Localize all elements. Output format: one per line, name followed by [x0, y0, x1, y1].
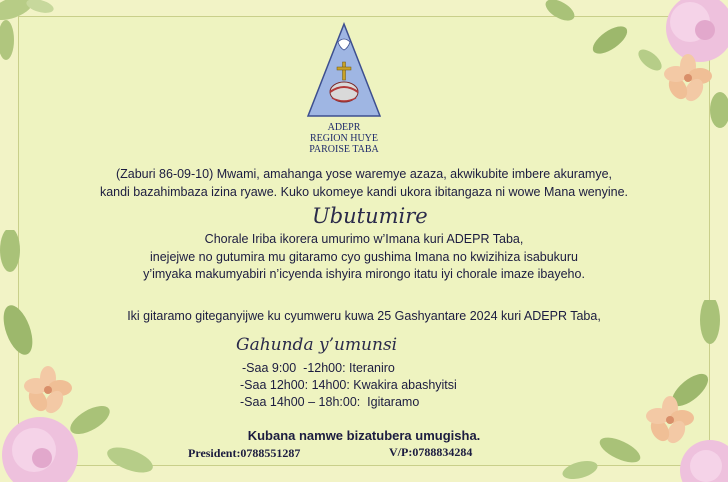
program-item: -Saa 9:00 -12h00: Iteraniro [242, 361, 395, 375]
program-item: -Saa 14h00 – 18h:00: Igitaramo [240, 395, 420, 409]
org-line3: PAROISE TABA [309, 144, 379, 155]
closing-line: Kubana namwe bizatubera umugisha. [247, 428, 481, 443]
verse-line2: kandi bazahimbaza izina ryawe. Kuko ukomeye kandi ukora ibitangaza ni wowe Mana wenyine. [99, 185, 629, 199]
org-line1: ADEPR [327, 122, 361, 133]
invite-line2: inejejwe no gutumira mu gitaramo cyo gushima Imana no kwizihiza isabukuru [150, 250, 578, 264]
floral-top-right [540, 0, 728, 140]
floral-top-left [0, 0, 80, 70]
vice-president-contact: V/P:0788834284 [389, 445, 473, 459]
program-heading: Gahunda y’umunsi [236, 335, 398, 355]
invite-heading: Ubutumire [312, 204, 428, 228]
invite-line1: Chorale Iriba ikorera umurimo w’Imana kuri ADEPR Taba, [204, 232, 524, 246]
verse-line1: (Zaburi 86-09-10) Mwami, amahanga yose waremye azaza, akwikubite imbere akuramye, [115, 167, 613, 181]
event-line: Iki gitaramo giteganyijwe ku cyumweru kuwa 25 Gashyantare 2024 kuri ADEPR Taba, [127, 309, 601, 323]
president-contact: President:0788551287 [188, 446, 301, 460]
org-line2: REGION HUYE [309, 133, 379, 144]
invite-line3: y’imyaka makumyabiri n’icyenda ishyira mirongo itatu iyi chorale imaze ibayeho. [143, 267, 585, 281]
floral-bottom-right [560, 300, 728, 482]
adepr-logo [304, 22, 384, 118]
program-item: -Saa 12h00: 14h00: Kwakira abashyitsi [240, 378, 457, 392]
cross-icon [343, 62, 346, 80]
